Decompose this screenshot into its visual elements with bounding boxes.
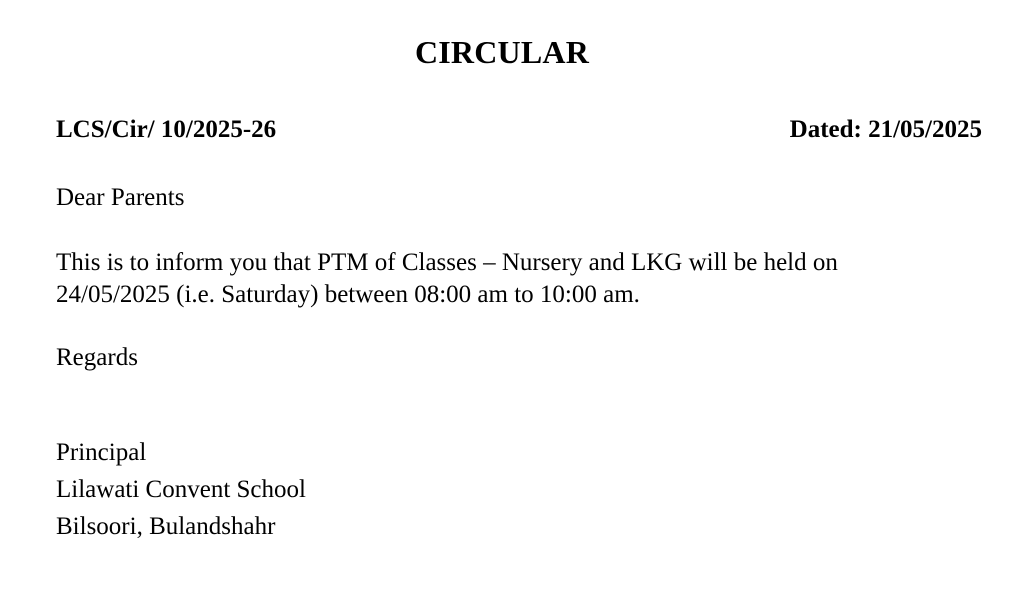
body-line-2: 24/05/2025 (i.e. Saturday) between 08:00 am to 10:00 am.: [56, 281, 640, 308]
document-title: CIRCULAR: [414, 34, 590, 70]
body-paragraph: [56, 247, 956, 311]
body-line-1: This is to inform you that PTM of Classes – Nursery and LKG will be held on: [56, 249, 838, 276]
signature-location: Bilsoori, Bulandshahr: [56, 513, 276, 540]
signature-designation: Principal: [56, 439, 147, 466]
issue-date: Dated: 21/05/2025: [789, 116, 982, 143]
reference-number: LCS/Cir/ 10/2025-26: [56, 116, 277, 143]
signature-school: Lilawati Convent School: [56, 476, 306, 503]
reference-date-row: [56, 114, 982, 146]
closing: Regards: [56, 344, 138, 371]
salutation: Dear Parents: [56, 184, 185, 211]
